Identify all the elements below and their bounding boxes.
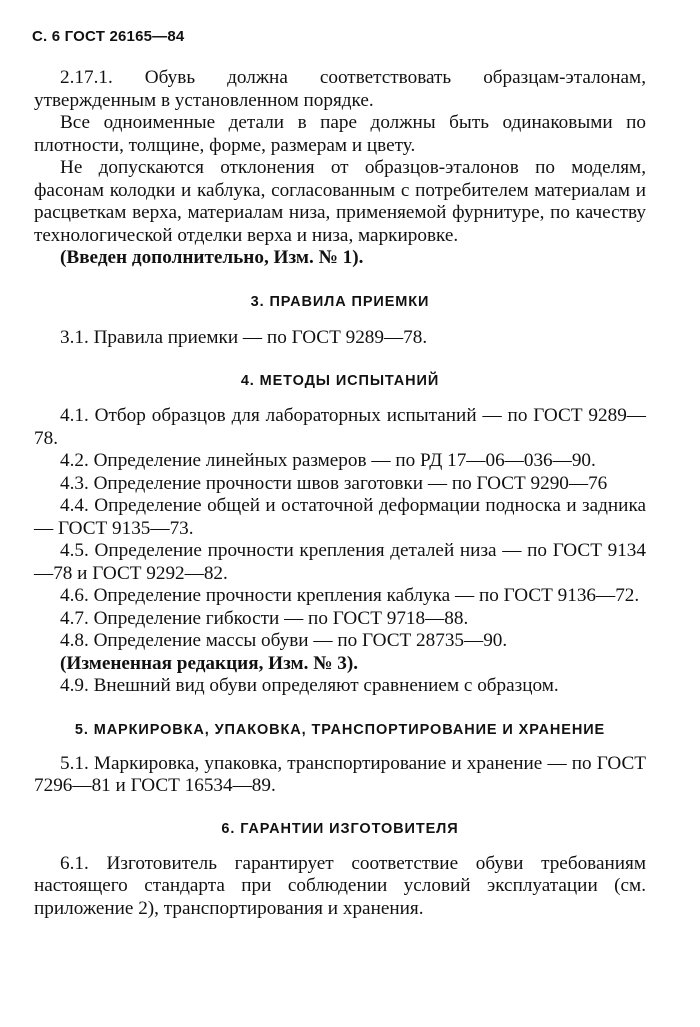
section-6-title: 6. ГАРАНТИИ ИЗГОТОВИТЕЛЯ (221, 820, 459, 837)
section-4-title: 4. МЕТОДЫ ИСПЫТАНИЙ (240, 373, 440, 389)
paragraph-deviations: Не допускаются отклонения от образцов-эталонов по моделям, фасонам колодки и каблука, согласованным с потребителем материалам и расцветкам верха, материалам низа, применяемой фурнитуре, по качеству технологической отделки верха и низа, маркировке. (34, 157, 646, 246)
item-4-5: 4.5. Определение прочности крепления деталей низа — по ГОСТ 9134—78 и ГОСТ 9292—82. (34, 540, 646, 584)
item-3-1: 3.1. Правила приемки — по ГОСТ 9289—78. (60, 326, 428, 348)
amendment-note-3: (Измененная редакция, Изм. № 3). (60, 652, 359, 674)
paragraph-identical-parts: Все одноименные детали в паре должны быть одинаковыми по плотности, толщине, форме, размерам и цвету. (34, 112, 646, 156)
section-6-body (34, 853, 646, 921)
item-4-8: 4.8. Определение массы обуви — по ГОСТ 28735—90. (60, 630, 508, 651)
item-6-1: 6.1. Изготовитель гарантирует соответствие обуви требованиям настоящего стандарта при соблюдении условий эксплуатации (см. приложение 2), транспортирования и хранения. (34, 852, 646, 919)
section-5-body (34, 753, 646, 798)
section-5-title: 5. МАРКИРОВКА, УПАКОВКА, ТРАНСПОРТИРОВАНИЕ И ХРАНЕНИЕ (74, 721, 606, 738)
amendment-note-1: (Введен дополнительно, Изм. № 1). (60, 247, 364, 268)
paragraph-2-17-1: 2.17.1. Обувь должна соответствовать образцам-эталонам, утвержденным в установленном порядке. (34, 67, 646, 111)
item-4-1: 4.1. Отбор образцов для лабораторных испытаний — по ГОСТ 9289—78. (34, 405, 646, 449)
section-4-body (34, 405, 646, 698)
item-4-3: 4.3. Определение прочности швов заготовки — по ГОСТ 9290—76 (60, 472, 608, 494)
item-4-9: 4.9. Внешний вид обуви определяют сравнением с образцом. (60, 675, 559, 696)
page-header: С. 6 ГОСТ 26165—84 (32, 28, 185, 45)
item-5-1: 5.1. Маркировка, упаковка, транспортирование и хранение — по ГОСТ 7296—81 и ГОСТ 16534—89. (34, 752, 646, 796)
section-3-title: 3. ПРАВИЛА ПРИЕМКИ (250, 293, 430, 310)
item-4-2: 4.2. Определение линейных размеров — по РД 17—06—036—90. (60, 450, 596, 471)
item-4-7: 4.7. Определение гибкости — по ГОСТ 9718—88. (60, 607, 469, 629)
intro-block (34, 67, 646, 270)
item-4-4: 4.4. Определение общей и остаточной деформации подноска и задника — ГОСТ 9135—73. (34, 495, 646, 539)
document-page (34, 28, 646, 920)
item-4-6: 4.6. Определение прочности крепления каблука — по ГОСТ 9136—72. (60, 585, 640, 606)
section-3-body (34, 327, 646, 350)
